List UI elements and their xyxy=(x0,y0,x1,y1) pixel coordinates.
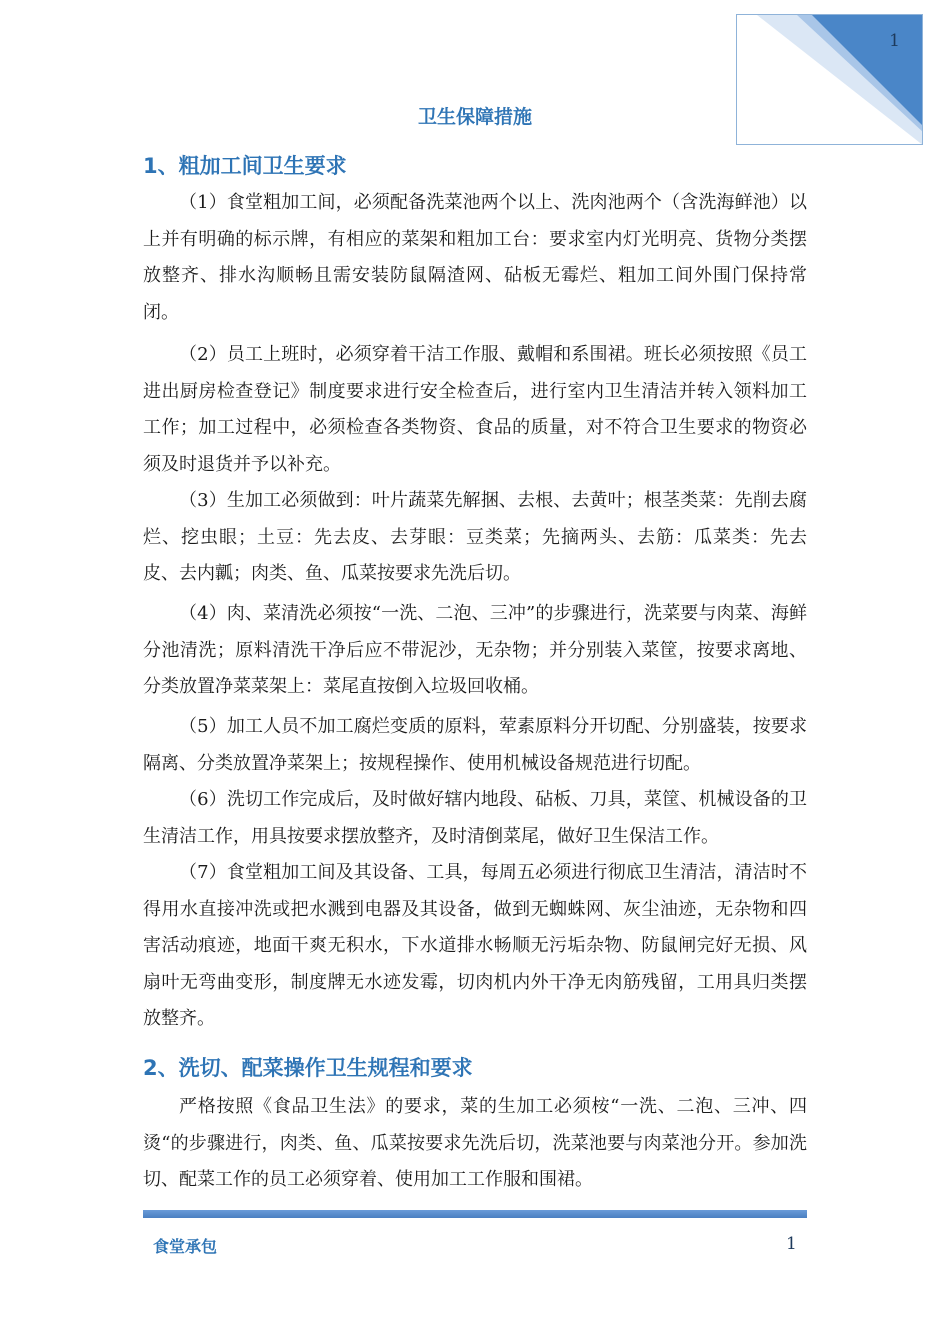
footer-divider xyxy=(143,1210,807,1218)
section-heading-1: 1、粗加工间卫生要求 xyxy=(143,154,347,178)
section-heading-2: 2、洗切、配菜操作卫生规程和要求 xyxy=(143,1056,473,1080)
corner-page-number: 1 xyxy=(889,31,900,51)
footer-page-number: 1 xyxy=(786,1234,797,1254)
paragraph: （5）加工人员不加工腐烂变质的原料，荤素原料分开切配、分别盛装，按要求隔离、分类放置净菜架上；按规程操作、使用机械设备规范进行切配。 xyxy=(143,716,807,774)
paragraph: （7）食堂粗加工间及其设备、工具，每周五必须进行彻底卫生清洁，清洁时不得用水直接冲洗或把水溅到电器及其设备，做到无蜘蛛网、灰尘油迹，无杂物和四害活动痕迹，地面干爽无积水，下水道排水畅顺无污垢杂物、防鼠闸完好无损、风扇叶无弯曲变形，制度牌无水迹发霉，切肉机内外干净无肉筋残留，工用具归类摆放整齐。 xyxy=(143,862,807,1029)
footer-title: 食堂承包 xyxy=(153,1237,218,1256)
paragraph: （4）肉、菜清洗必须按“一洗、二泡、三冲”的步骤进行，洗菜要与肉菜、海鲜分池清洗；原料清洗干净后应不带泥沙，无杂物；并分别装入菜筐，按要求离地、分类放置净菜菜架上：菜尾直按倒入垃圾回收桶。 xyxy=(143,603,807,697)
paragraph: （2）员工上班时，必须穿着干洁工作服、戴帽和系围裙。班长必须按照《员工进出厨房检查登记》制度要求进行安全检查后，进行室内卫生清洁并转入领料加工工作；加工过程中，必须检查各类物资、食品的质量，对不符合卫生要求的物资必须及时退货并予以补充。 xyxy=(143,344,807,475)
document-title: 卫生保障措施 xyxy=(417,106,532,128)
paragraph: 严格按照《食品卫生法》的要求，菜的生加工必须桉“一洗、二泡、三冲、四烫“的步骤进行，肉类、鱼、瓜菜按要求先洗后切，洗菜池要与肉菜池分开。参加洗切、配菜工作的员工必须穿着、使用加工工作服和围裙。 xyxy=(143,1096,807,1190)
paragraph: （6）洗切工作完成后，及时做好辖内地段、砧板、刀具，菜筐、机械设备的卫生清洁工作，用具按要求摆放整齐，及时清倒菜尾，做好卫生保洁工作。 xyxy=(143,789,807,847)
paragraph: （3）生加工必须做到：叶片蔬菜先解捆、去根、去黄叶；根茎类菜：先削去腐烂、挖虫眼；土豆：先去皮、去芽眼：豆类菜；先摘两头、去筋：瓜菜类：先去皮、去内瓤；肉类、鱼、瓜菜按要求先洗后切。 xyxy=(143,490,807,584)
paragraph: （1）食堂粗加工间，必须配备洗菜池两个以上、洗肉池两个（含洗海鲜池）以上并有明确的标示牌，有相应的菜架和粗加工台：要求室内灯光明亮、货物分类摆放整齐、排水沟顺畅且需安装防鼠隔渣网、砧板无霉烂、粗加工间外围门保持常闭。 xyxy=(143,192,807,323)
